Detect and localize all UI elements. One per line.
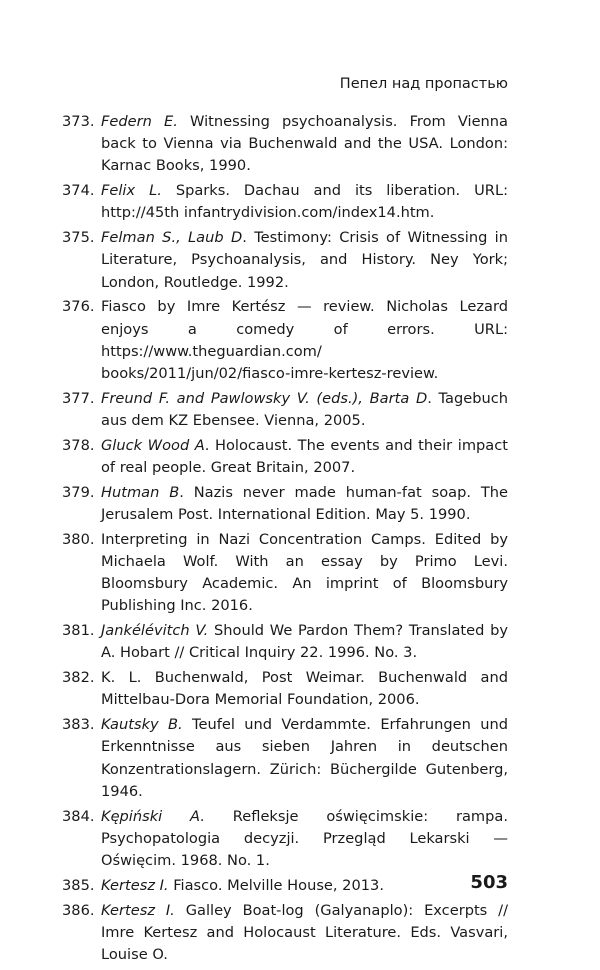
reference-text: Fiasco by Imre Kertész — review. Nicholas Lezard enjoys a comedy of errors. URL: https://www.theguardian.com/ books/2011/jun/02/fiasco-imre-kertesz-review. xyxy=(101,298,508,383)
reference-author: Kautsky B. xyxy=(101,716,183,734)
reference-number: 374. xyxy=(62,182,95,200)
reference-number: 384. xyxy=(62,807,95,825)
reference-text: Galley Boat-log (Galyanaplo): Excerpts // Imre Kertesz and Holocaust Literature. Eds. Vasvari, Louise O. xyxy=(101,901,508,964)
reference-item xyxy=(62,435,508,479)
reference-item xyxy=(62,875,508,897)
reference-author: Gluck Wood A xyxy=(101,436,205,454)
reference-text: Refleksje oświęcimskie: rampa. Psychopatologia decyzji. Przegląd Lekarski — Oświęcim. 1968. No. 1. xyxy=(101,807,508,870)
reference-number: 376. xyxy=(62,298,95,316)
reference-item xyxy=(62,296,508,385)
reference-text: K. L. Buchenwald, Post Weimar. Buchenwald and Mittelbau-Dora Memorial Foundation, 2006. xyxy=(101,669,508,709)
reference-author: Hutman B xyxy=(101,483,180,501)
reference-item xyxy=(62,900,508,967)
reference-number: 379. xyxy=(62,483,95,501)
reference-list xyxy=(62,111,508,969)
reference-number: 386. xyxy=(62,901,95,919)
reference-author: Kertesz I. xyxy=(101,901,175,919)
page-number: 503 xyxy=(470,872,508,893)
reference-item xyxy=(62,227,508,294)
reference-item xyxy=(62,388,508,432)
reference-text: . Nazis never made human-fat soap. The Jerusalem Post. International Edition. May 5. 1990. xyxy=(101,483,508,524)
reference-number: 383. xyxy=(62,716,95,734)
reference-author: Federn E. xyxy=(101,113,178,130)
running-header: Пепел над пропастью xyxy=(339,76,508,92)
reference-text: . Holocaust. The events and their impact of real people. Great Britain, 2007. xyxy=(101,436,508,477)
reference-text: Teufel und Verdammte. Erfahrungen und Erkenntnisse aus sieben Jahren in deutschen Konzentrationslagern. Zürich: Büchergilde Gutenberg, 1946. xyxy=(101,716,508,800)
reference-text: Witnessing psychoanalysis. From Vienna back to Vienna via Buchenwald and the USA. London: Karnac Books, 1990. xyxy=(101,113,508,175)
reference-text: Fiasco. Melville House, 2013. xyxy=(168,876,384,894)
reference-number: 382. xyxy=(62,669,95,687)
reference-number: 378. xyxy=(62,436,95,454)
reference-number: 385. xyxy=(62,876,95,894)
reference-item xyxy=(62,529,508,618)
reference-text: . Testimony: Crisis of Witnessing in Literature, Psychoanalysis, and History. Ney York; London, Routledge. 1992. xyxy=(101,229,508,291)
reference-item xyxy=(62,482,508,526)
reference-author: Freund F. and Pawlowsky V. (eds.), Barta D xyxy=(101,389,428,407)
reference-number: 377. xyxy=(62,389,95,407)
reference-author: Kertesz I. xyxy=(101,876,169,894)
reference-author: Felman S., Laub D xyxy=(101,229,243,247)
reference-author: Jankélévitch V. xyxy=(101,622,209,640)
reference-text: Sparks. Dachau and its liberation. URL: http://45th infantrydivision.com/index14.htm. xyxy=(101,182,508,222)
reference-item xyxy=(62,111,508,178)
reference-text: Should We Pardon Them? Translated by A. Hobart // Critical Inquiry 22. 1996. No. 3. xyxy=(101,622,508,662)
reference-author: Felix L. xyxy=(101,182,162,200)
reference-number: 375. xyxy=(62,229,95,247)
reference-item xyxy=(62,667,508,711)
reference-text: Interpreting in Nazi Concentration Camps. Edited by Michaela Wolf. With an essay by Primo Levi. Bloomsbury Academic. An imprint of Bloomsbury Publishing Inc. 2016. xyxy=(101,530,508,615)
reference-number: 380. xyxy=(62,530,95,548)
reference-item xyxy=(62,806,508,873)
reference-author: Kępiński A. xyxy=(101,807,205,825)
reference-item xyxy=(62,620,508,664)
reference-number: 373. xyxy=(62,113,95,130)
reference-item xyxy=(62,714,508,803)
reference-text: . Tagebuch aus dem KZ Ebensee. Vienna, 2005. xyxy=(101,389,509,430)
reference-item xyxy=(62,180,508,224)
reference-number: 381. xyxy=(62,622,95,640)
